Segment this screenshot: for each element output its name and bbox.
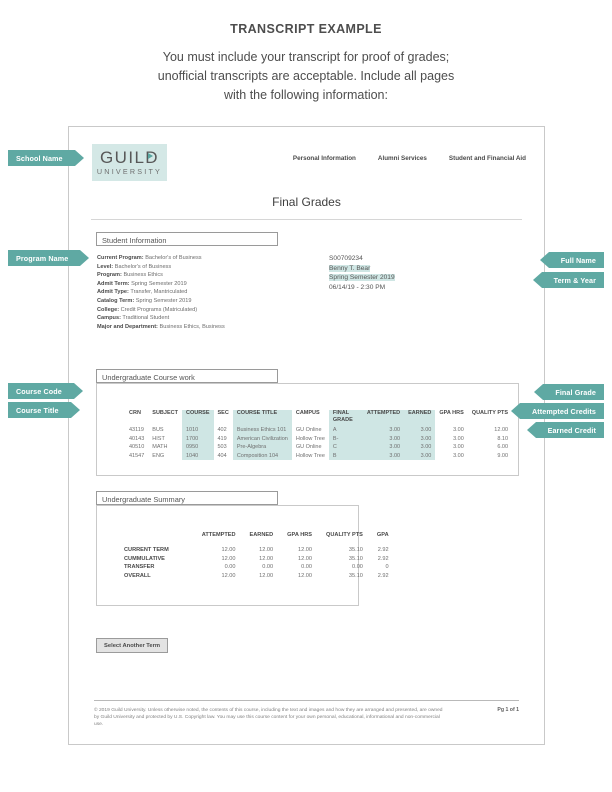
cell-quality-pts: 35.10: [348, 547, 363, 554]
cell-subject: MATH: [152, 444, 168, 451]
col-quality-pts: QUALITY PTS: [471, 410, 509, 416]
coursework-header: Undergraduate Course work: [96, 369, 278, 383]
col-final-grade: FINAL GRADE: [329, 410, 363, 426]
cell-earned: 12.00: [259, 573, 274, 580]
field-admit-type: [97, 288, 225, 297]
field-value: Bachelor's of Business: [145, 255, 202, 261]
cell-final-grade: A: [329, 426, 363, 434]
cell-course: 1040: [182, 451, 214, 459]
field-value: Business Ethics: [123, 272, 163, 279]
field-admit-term: [97, 280, 225, 289]
student-name-value: Benny T. Bear: [329, 264, 371, 272]
col-attempted: ATTEMPTED: [363, 410, 404, 426]
col-course: COURSE: [182, 410, 214, 426]
cell-gpa-hrs: 3.00: [453, 452, 464, 459]
summary-header: Undergraduate Summary: [96, 491, 278, 505]
header-divider: [91, 219, 522, 220]
cell-crn: 43119: [129, 427, 144, 434]
field-label: Program:: [97, 272, 122, 279]
cell-campus: Hollow Tree: [295, 435, 325, 442]
cell-gpa: 2.92: [377, 547, 389, 554]
student-name: [329, 264, 395, 274]
col-earned: EARNED: [249, 532, 274, 538]
cell-gpa: 2.92: [377, 573, 389, 580]
callout-term-and-year: Term & Year: [542, 272, 604, 288]
cell-sec: 419: [217, 435, 227, 442]
col-campus: CAMPUS: [295, 410, 320, 416]
summary-panel: [96, 505, 389, 606]
logo-d-text: D: [145, 148, 159, 167]
cell-attempted: 3.00: [363, 435, 404, 443]
col-earned: EARNED: [404, 410, 435, 426]
logo-wordmark: [100, 149, 159, 166]
cell-gpa-hrs: 12.00: [298, 547, 313, 554]
field-level: [97, 263, 225, 272]
student-term-value: Spring Semester 2019: [329, 274, 395, 281]
col-course-title: COURSE TITLE: [233, 410, 292, 426]
final-grades-heading: Final Grades: [272, 195, 341, 209]
field-label: Major and Department:: [97, 323, 158, 330]
intro-line-3: with the following information:: [224, 88, 388, 102]
field-label: Admit Term:: [97, 280, 130, 287]
printed-timestamp: 06/14/19 - 2:30 PM: [329, 283, 386, 291]
cell-sec: 503: [217, 444, 227, 451]
cell-crn: 41547: [129, 452, 145, 459]
field-value: Business Ethics, Business: [159, 323, 225, 330]
cell-attempted: 3.00: [363, 451, 404, 459]
cell-earned: 0.00: [262, 564, 274, 571]
field-college: [97, 306, 225, 315]
cell-campus: Hollow Tree: [295, 452, 325, 459]
cell-quality-pts: 9.00: [497, 452, 509, 459]
callout-program-name: Program Name: [8, 250, 80, 266]
field-major-and-department: [97, 323, 225, 332]
student-information-header: Student Information: [96, 232, 278, 246]
cell-attempted: 12.00: [221, 573, 236, 580]
nav-link-personal-information[interactable]: Personal Information: [292, 155, 356, 162]
student-id: S00709234: [329, 255, 363, 262]
row-label-cummulative: CUMMULATIVE: [124, 555, 165, 562]
row-label-current-term: CURRENT TERM: [124, 547, 169, 554]
cell-course: 1010: [182, 426, 214, 434]
cell-course-title: Pre-Algebra: [233, 443, 292, 451]
col-attempted: ATTEMPTED: [201, 532, 236, 538]
col-gpa-hrs: GPA HRS: [439, 410, 464, 416]
table-row: [117, 546, 396, 555]
cell-final-grade: B-: [329, 435, 363, 443]
table-row: [117, 563, 396, 572]
cell-gpa-hrs: 0.00: [301, 564, 313, 571]
footer-page-number: Pg 1 of 1: [497, 707, 519, 713]
field-label: College:: [97, 306, 120, 313]
coursework-panel: [96, 383, 519, 476]
row-label-overall: OVERALL: [124, 573, 151, 580]
cell-earned: 3.00: [404, 435, 435, 443]
field-value: Transfer, Mantriculated: [130, 289, 188, 296]
table-row: [125, 451, 512, 459]
cell-attempted: 3.00: [363, 426, 404, 434]
cell-final-grade: B: [329, 451, 363, 459]
callout-course-code: Course Code: [8, 383, 74, 399]
logo-letter-d: [145, 149, 159, 166]
cell-course-title: Business Ethics 101: [233, 426, 292, 434]
student-term: [329, 273, 395, 283]
cell-quality-pts: 35.10: [348, 573, 363, 580]
cell-final-grade: C: [329, 443, 363, 451]
coursework-table: [125, 410, 512, 460]
table-row: [125, 443, 512, 451]
intro-paragraph: [0, 48, 612, 105]
callout-attempted-credits: Attempted Credits: [520, 403, 604, 419]
col-quality-pts: QUALITY PTS: [326, 532, 363, 538]
cell-sec: 402: [217, 427, 227, 434]
cell-gpa-hrs: 12.00: [298, 555, 313, 562]
select-another-term-button[interactable]: Select Another Term: [96, 638, 168, 653]
callout-full-name: Full Name: [549, 252, 604, 268]
cell-crn: 40143: [129, 435, 145, 442]
page-title: TRANSCRIPT EXAMPLE: [230, 22, 382, 36]
main-nav: [293, 155, 526, 162]
cell-quality-pts: 0.00: [352, 564, 363, 571]
table-row: [125, 426, 512, 434]
field-value: Bachelor's of Business: [114, 263, 172, 270]
cell-subject: ENG: [152, 452, 165, 459]
table-row: [117, 572, 396, 581]
cell-sec: 404: [217, 452, 227, 459]
student-information-fields: [97, 254, 225, 331]
cell-attempted: 12.00: [221, 547, 236, 554]
cell-gpa-hrs: 3.00: [453, 444, 464, 451]
logo-subtitle: UNIVERSITY: [96, 167, 163, 176]
field-label: Admit Type:: [97, 289, 129, 296]
callout-school-name: School Name: [8, 150, 75, 166]
col-summary-row-label: [117, 532, 195, 546]
col-sec: SEC: [217, 410, 229, 416]
footer-divider: [94, 700, 519, 701]
callout-earned-credit: Earned Credit: [536, 422, 604, 438]
col-subject: SUBJECT: [152, 410, 178, 416]
cell-course-title: Composition 104: [233, 451, 292, 459]
cell-gpa: 0: [385, 564, 389, 571]
cell-crn: 40510: [129, 444, 145, 451]
intro-line-1: You must include your transcript for proof of grades;: [162, 50, 450, 64]
field-label: Level:: [97, 263, 114, 270]
field-current-program: [97, 254, 225, 263]
cell-earned: 3.00: [404, 451, 435, 459]
cell-quality-pts: 12.00: [494, 427, 509, 434]
cell-quality-pts: 6.00: [497, 444, 509, 451]
table-header-row: [125, 410, 512, 426]
summary-table: [117, 532, 396, 580]
cell-gpa-hrs: 3.00: [453, 435, 464, 442]
cell-attempted: 3.00: [363, 443, 404, 451]
intro-line-2: unofficial transcripts are acceptable. Include all pages: [157, 69, 455, 83]
student-summary-block: [329, 254, 395, 292]
transcript-page: [68, 126, 545, 745]
field-label: Catalog Term:: [97, 297, 135, 304]
field-value: Spring Semester 2019: [135, 297, 192, 304]
cell-course-title: American Civilization: [233, 435, 292, 443]
cell-attempted: 12.00: [221, 555, 236, 562]
cell-campus: GU Online: [295, 427, 322, 434]
field-catalog-term: [97, 297, 225, 306]
cell-campus: GU Online: [295, 444, 322, 451]
cell-attempted: 0.00: [224, 564, 236, 571]
field-label: Campus:: [97, 315, 121, 322]
cell-earned: 12.00: [259, 547, 274, 554]
col-gpa-hrs: GPA HRS: [287, 532, 313, 538]
field-label: Current Program:: [97, 255, 144, 261]
cell-gpa-hrs: 3.00: [453, 427, 464, 434]
field-value: Traditional Student: [122, 315, 170, 322]
field-program: [97, 271, 225, 280]
table-row: [117, 555, 396, 564]
table-row: [125, 435, 512, 443]
cell-gpa-hrs: 12.00: [298, 573, 313, 580]
cell-subject: HIST: [152, 435, 165, 442]
callout-final-grade: Final Grade: [543, 384, 604, 400]
cell-course: 1700: [182, 435, 214, 443]
play-triangle-icon: [148, 153, 153, 159]
nav-link-student-and-financial-aid[interactable]: Student and Financial Aid: [448, 155, 526, 162]
row-label-transfer: TRANSFER: [124, 564, 155, 571]
table-header-row: [117, 532, 396, 546]
field-campus: [97, 314, 225, 323]
cell-quality-pts: 8.10: [497, 435, 509, 442]
col-gpa: GPA: [376, 532, 389, 538]
cell-earned: 3.00: [404, 443, 435, 451]
cell-quality-pts: 35.10: [348, 555, 363, 562]
cell-course: 0950: [182, 443, 214, 451]
col-crn: CRN: [129, 410, 141, 416]
field-value: Spring Semester 2019: [131, 280, 187, 287]
cell-earned: 3.00: [404, 426, 435, 434]
cell-gpa: 2.92: [377, 555, 389, 562]
logo-text: GUIL: [100, 148, 146, 167]
footer-copyright: © 2019 Guild University. Unless otherwise noted, the contents of this course, including the text and images and how they are arranged and presented, are owned by Guild University and protected by U.S. Copyright law. You may use this course content for your own personal, educational, informational and non-commercial use.: [94, 708, 443, 727]
field-value: Credit Programs (Matriculated): [120, 306, 198, 313]
cell-subject: BUS: [152, 427, 164, 434]
callout-course-title: Course Title: [8, 402, 71, 418]
cell-earned: 12.00: [259, 555, 274, 562]
school-logo: [92, 144, 167, 181]
nav-link-alumni-services[interactable]: Alumni Services: [377, 155, 427, 162]
